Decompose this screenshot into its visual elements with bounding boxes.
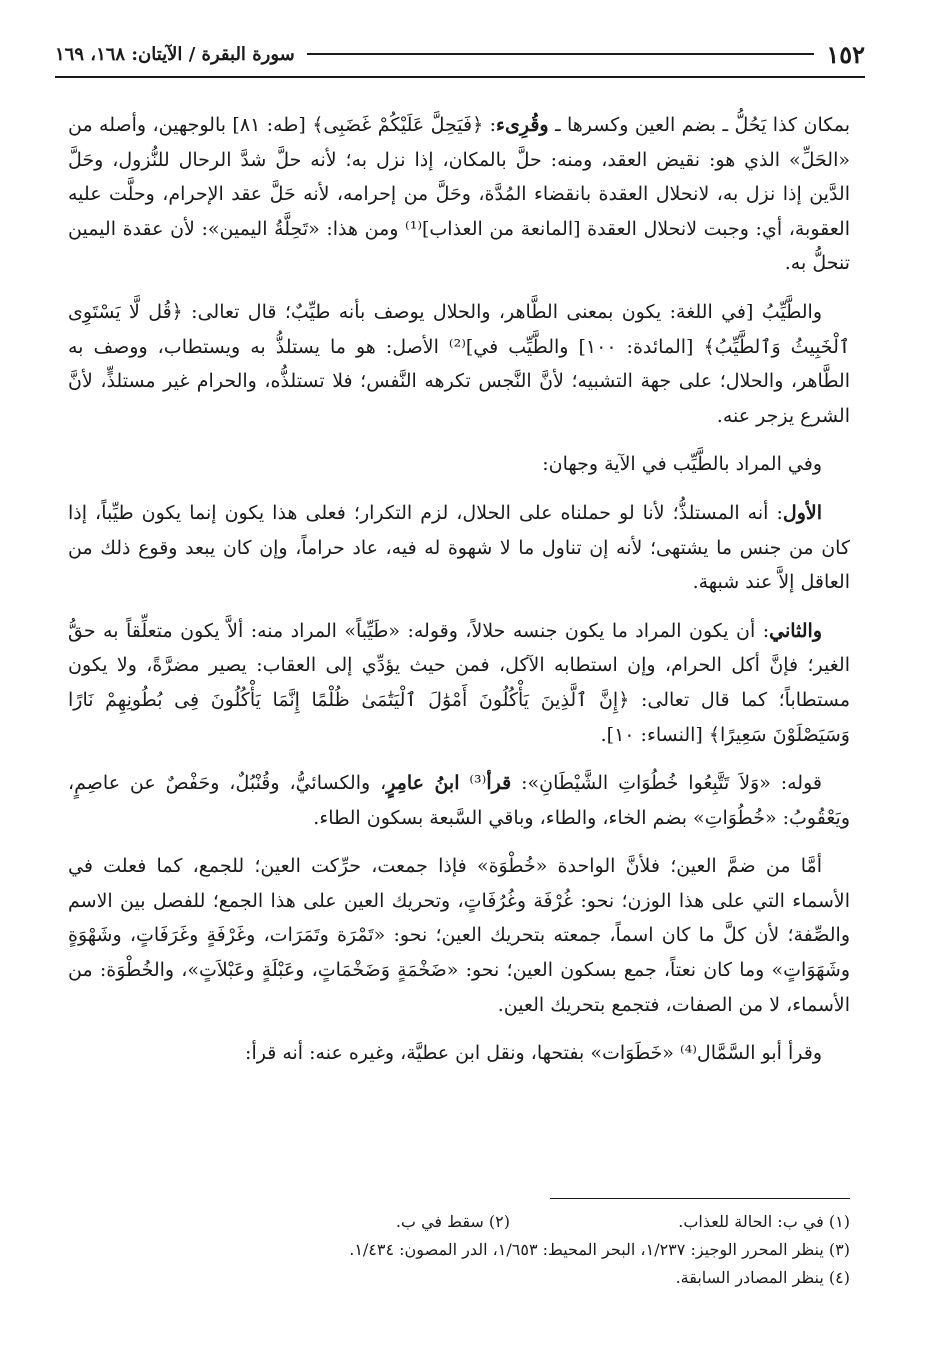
main-text <box>68 108 850 1183</box>
paragraph <box>68 447 850 482</box>
paragraph <box>68 295 850 433</box>
page-number: ١٥٢ <box>826 39 865 69</box>
header-title: سورة البقرة / الآيتان: ١٦٨، ١٦٩ <box>55 43 295 65</box>
footnote-2: (٢) سقط في ب. <box>395 1212 510 1231</box>
text-run: : أنه المستلذُّ؛ لأنا لو حملناه على الحلال، لزم التكرار؛ فعلى هذا يكون إنما يكون طيِّباً، إذا كان من جنس ما يشتهى؛ لأنه إن تناول ما لا شهوة له فيه، عاد حراماً، وإن كان يبعد وقوع ذلك من العاقل إلاَّ عند شبهة. <box>68 501 850 594</box>
text-run: : أن يكون المراد ما يكون جنسه حلالاً، وقوله: «طَيِّباً» المراد منه: ألاَّ يكون متعلِّقاً به حقُّ الغير؛ فإنَّ أكل الحرام، وإن استطابه الآكل، فمن حيث يؤدِّي إلى العقاب: يصير مضرَّةً، ولا يكون مستطاباً؛ كما قال تعالى: ﴿إِنَّ ٱلَّذِينَ يَأْكُلُونَ أَمْوَٰلَ ٱلْيَتَٰمَىٰ ظُلْمًا إِنَّمَا يَأْكُلُونَ فِى بُطُونِهِمْ نَارًا وَسَيَصْلَوْنَ سَعِيرًا﴾ [النساء: ١٠]. <box>68 619 850 746</box>
text-run: بمكان كذا يَحُلُّ ـ بضم العين وكسرها ـ <box>548 114 850 136</box>
footnotes <box>68 1208 850 1292</box>
header-rule <box>307 53 815 55</box>
footnote-4: (٤) ينظر المصادر السابقة. <box>675 1268 850 1287</box>
text-run: : ﴿فَيَحِلَّ عَلَيْكُمْ غَضَبِى﴾ [طه: ٨١] بالوجهين، وأصله من «الحَلِّ» الذي هو: نقيض العقد، ومنه: حلَّ بالمكان، إذا نزل به؛ لأنه حلَّ شدَّ الرحال للنُّزول، وحَلَّ الدَّين إذا نزل به، لانحلال العقدة بانقضاء المُدَّة، وحَلَّ من إحرامه، لأنه حَلَّ عقد الإحرام، وحلَّت عليه العقوبة، أي: وجبت لانحلال العقدة [المانعة من العذاب]⁽¹⁾ ومن هذا: «تَحِلَّةُ اليمين»: لأن عقدة اليمين تنحلُّ به. <box>68 114 850 275</box>
paragraph <box>68 614 850 752</box>
bold-term: والثاني <box>769 619 822 642</box>
text-run: ، والكسائيُّ، وقُنْبُلٌ، وحَفْصٌ عن عاصِمٍ، ويَعْقُوبُ: «خُطُوَاتِ» بضم الخاء، والطاء، وباقي السَّبعة بسكون الطاء. <box>68 772 850 829</box>
bold-term: الأول <box>782 501 822 524</box>
footnote-row <box>68 1208 850 1236</box>
footnote-3: (٣) ينظر المحرر الوجيز: ١/٢٣٧، البحر المحيط: ١/٦٥٣، الدر المصون: ١/٤٣٤. <box>349 1240 850 1259</box>
text-run: أمَّا من ضمَّ العين؛ فلأنَّ الواحدة «خُطْوَة» فإذا جمعت، حرِّكت العين؛ للجمع، كما فعلت في الأسماء التي على هذا الوزن؛ نحو: غُرْفَة وغُرُفَاتٍ، وتحريك العين على هذا الجمع؛ للفصل بين الاسم والصِّفة؛ لأن كلَّ ما كان اسماً، جمعته بتحريك العين؛ نحو: «تَمْرَة وتَمَرَات، وغَرْفَةٍ وغَرَفَاتٍ، وشَهْوَةٍ وشَهَوَاتٍ» وما كان نعتاً، جمع بسكون العين؛ نحو: «ضَخْمَةٍ وَضَخْمَاتٍ، وعَبْلَةٍ وعَبْلاَتٍ»، والخُطْوَة: من الأسماء، لا من الصفات، فتجمع بتحريك العين. <box>68 855 850 1016</box>
text-run: قوله: «وَلاَ تَتَّبِعُوا خُطُوَاتِ الشَّيْطَانِ»: <box>511 772 822 795</box>
header-underline <box>55 76 865 78</box>
bold-term: قرأ <box>486 772 512 795</box>
text-run: ⁽³⁾ <box>459 772 487 795</box>
bold-term: وقُرِىء <box>496 114 549 136</box>
footnote-rule <box>550 1198 850 1199</box>
text-run: وقرأ أبو السَّمَّال⁽⁴⁾ «خَطَوَات» بفتحها، ونقل ابن عطيَّة، وغيره عنه: أنه قرأ: <box>245 1042 822 1065</box>
bold-term: ابنُ عامِرٍ <box>386 772 460 795</box>
paragraph <box>68 496 850 600</box>
paragraph <box>68 108 850 281</box>
paragraph <box>68 849 850 1022</box>
paragraph <box>68 1036 850 1071</box>
text-run: والطَّيِّبُ [في اللغة: يكون بمعنى الطَّاهر، والحلال يوصف بأنه طيِّبٌ؛ قال تعالى: ﴿قُل لَّا يَسْتَوِى ٱلْخَبِيثُ وَٱلطَّيِّبُ﴾ [المائدة: ١٠٠] والطَّيِّب في]⁽²⁾ الأصل: هو ما يستلذُّ به ويستطاب، ووصف به الطَّاهر، والحلال؛ على جهة التشبيه؛ لأنَّ النَّجس تكرهه النَّفس؛ فلا تستلذُّه، والحرام غير مستلذٍّ، لأنَّ الشرع يزجر عنه. <box>68 300 850 427</box>
footnote-1: (١) في ب: الحالة للعذاب. <box>678 1212 850 1231</box>
text-run: وفي المراد بالطَّيِّب في الآية وجهان: <box>542 453 822 476</box>
paragraph <box>68 766 850 835</box>
running-header <box>55 38 865 70</box>
